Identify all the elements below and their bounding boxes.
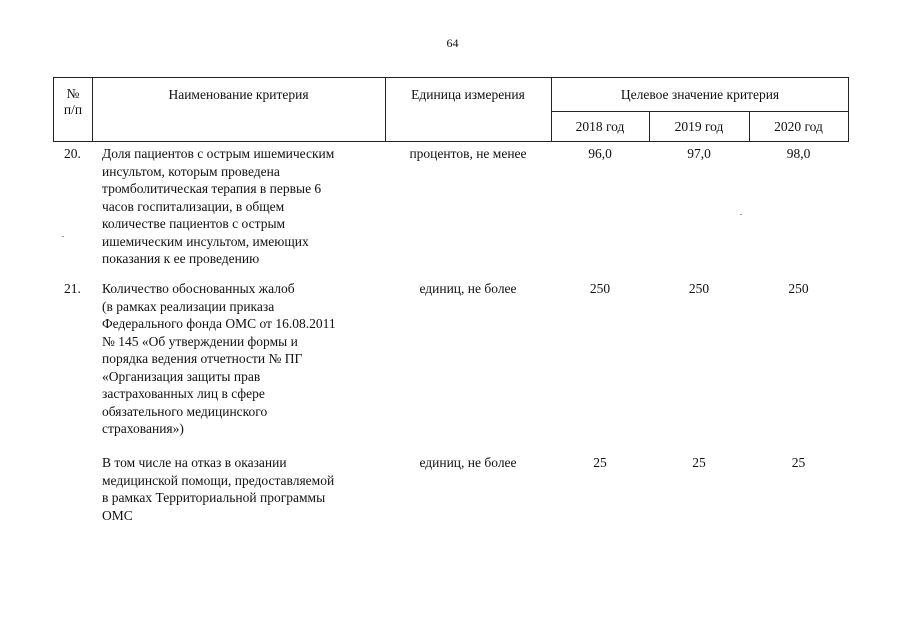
- header-year-2020: 2020 год: [774, 119, 823, 134]
- header-bottom-border: [53, 141, 849, 142]
- criterion-name-line: Федерального фонда ОМС от 16.08.2011: [102, 316, 336, 331]
- header-num-line1: №: [66, 86, 80, 101]
- header-unit-column: Единица измерения: [411, 87, 525, 102]
- value-2020: 25: [791, 455, 806, 470]
- header-middle-border: [551, 111, 849, 112]
- criterion-name-line: часов госпитализации, в общем: [102, 198, 285, 214]
- value-2019: 97,0: [687, 146, 711, 161]
- page-number: 64: [446, 36, 459, 50]
- header-name-column: Наименование критерия: [168, 87, 309, 102]
- unit-value: единиц, не более: [419, 281, 517, 296]
- scan-speck: [62, 236, 64, 237]
- criterion-name-line: порядка ведения отчетности № ПГ: [102, 351, 303, 366]
- value-2018: 250: [589, 281, 611, 296]
- row-number: 20.: [64, 146, 81, 161]
- criterion-name-line: ОМС: [102, 507, 133, 523]
- criterion-name-line: в рамках Территориальной программы: [102, 490, 326, 505]
- value-2019: 250: [688, 281, 710, 296]
- header-top-border: [53, 77, 849, 78]
- value-2018: 25: [593, 455, 607, 470]
- criterion-name-line: застрахованных лиц в сфере: [102, 386, 265, 401]
- header-target-column: Целевое значение критерия: [620, 87, 780, 102]
- criterion-name-line: показания к ее проведению: [102, 251, 260, 266]
- value-2020: 98,0: [786, 146, 811, 161]
- criterion-name-line: обязательного медицинского: [102, 403, 268, 419]
- criterion-name-line: инсультом, которым проведена: [102, 163, 280, 179]
- header-year-2019: 2019 год: [674, 119, 724, 134]
- criterion-name-line: ишемическим инсультом, имеющих: [102, 233, 309, 249]
- row-number: 21.: [64, 281, 81, 296]
- criterion-name-line: количестве пациентов с острым: [102, 216, 286, 231]
- criterion-name-line: Доля пациентов с острым ишемическим: [102, 146, 335, 161]
- criterion-name-line: В том числе на отказ в оказании: [102, 455, 287, 470]
- criterion-name-line: медицинской помощи, предоставляемой: [102, 472, 335, 488]
- scan-speck: [740, 214, 742, 215]
- criterion-name-line: № 145 «Об утверждении формы и: [102, 333, 298, 349]
- header-num-line2: п/п: [63, 102, 83, 117]
- value-2019: 25: [692, 455, 706, 470]
- unit-value: единиц, не более: [419, 455, 517, 470]
- criterion-name-line: Количество обоснованных жалоб: [102, 281, 295, 296]
- value-2018: 96,0: [588, 146, 612, 161]
- value-2020: 250: [788, 281, 809, 296]
- criterion-name-line: (в рамках реализации приказа: [102, 298, 275, 314]
- criterion-name-line: тромболитическая терапия в первые 6: [102, 181, 322, 196]
- criterion-name-line: «Организация защиты прав: [102, 368, 261, 384]
- header-year-2018: 2018 год: [575, 119, 625, 134]
- unit-value: процентов, не менее: [409, 146, 527, 161]
- criterion-name-line: страхования»): [102, 421, 184, 436]
